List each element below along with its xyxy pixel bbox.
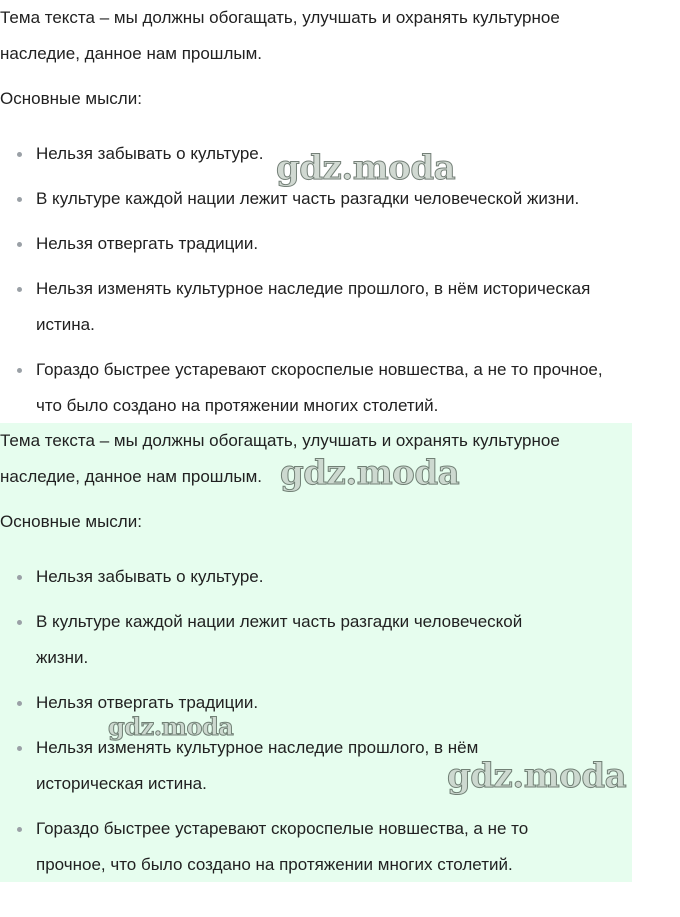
bullet-icon (17, 701, 22, 706)
list-item: В культуре каждой нации лежит часть разгадки человеческой жизни. (0, 604, 528, 676)
bullet-icon (17, 746, 22, 751)
bullet-icon (17, 197, 22, 202)
list-item: Нельзя отвергать традиции. (0, 226, 603, 262)
bullet-icon (17, 575, 22, 580)
main-ideas-label: Основные мысли: (0, 89, 142, 108)
theme-line: наследие, данное нам прошлым. (0, 467, 262, 486)
watermark-logo: gdz.moda (108, 712, 234, 741)
bullet-icon (17, 827, 22, 832)
bullet-icon (17, 368, 22, 373)
list-item: Нельзя забывать о культуре. (0, 136, 603, 172)
list-item: Гораздо быстрее устаревают скороспелые новшества, а не то прочное, что было создано на протяжении многих столетий. (0, 352, 603, 424)
watermark-logo: gdz.moda (280, 453, 460, 493)
main-ideas-label: Основные мысли: (0, 512, 142, 531)
bullet-icon (17, 620, 22, 625)
theme-line: Тема текста – мы должны обогащать, улучшать и охранять культурное (0, 431, 560, 450)
watermark-logo: gdz.moda (447, 756, 627, 796)
main-ideas-list (0, 559, 528, 892)
list-item: Нельзя забывать о культуре. (0, 559, 528, 595)
theme-paragraph (0, 0, 560, 72)
watermark-logo: gdz.moda (276, 148, 456, 188)
theme-line: Тема текста – мы должны обогащать, улучшать и охранять культурное (0, 8, 560, 27)
list-item: Нельзя изменять культурное наследие прошлого, в нём историческая истина. (0, 271, 603, 343)
bullet-icon (17, 287, 22, 292)
theme-line: наследие, данное нам прошлым. (0, 44, 262, 63)
list-item: В культуре каждой нации лежит часть разгадки человеческой жизни. (0, 181, 603, 217)
list-item: Нельзя отвергать традиции. (0, 685, 528, 721)
list-item: Гораздо быстрее устаревают скороспелые новшества, а не то прочное, что было создано на протяжении многих столетий. (0, 811, 528, 883)
bullet-icon (17, 152, 22, 157)
bullet-icon (17, 242, 22, 247)
list-item: Нельзя изменять культурное наследие прошлого, в нём историческая истина. (0, 730, 528, 802)
text-block-original (0, 0, 632, 422)
